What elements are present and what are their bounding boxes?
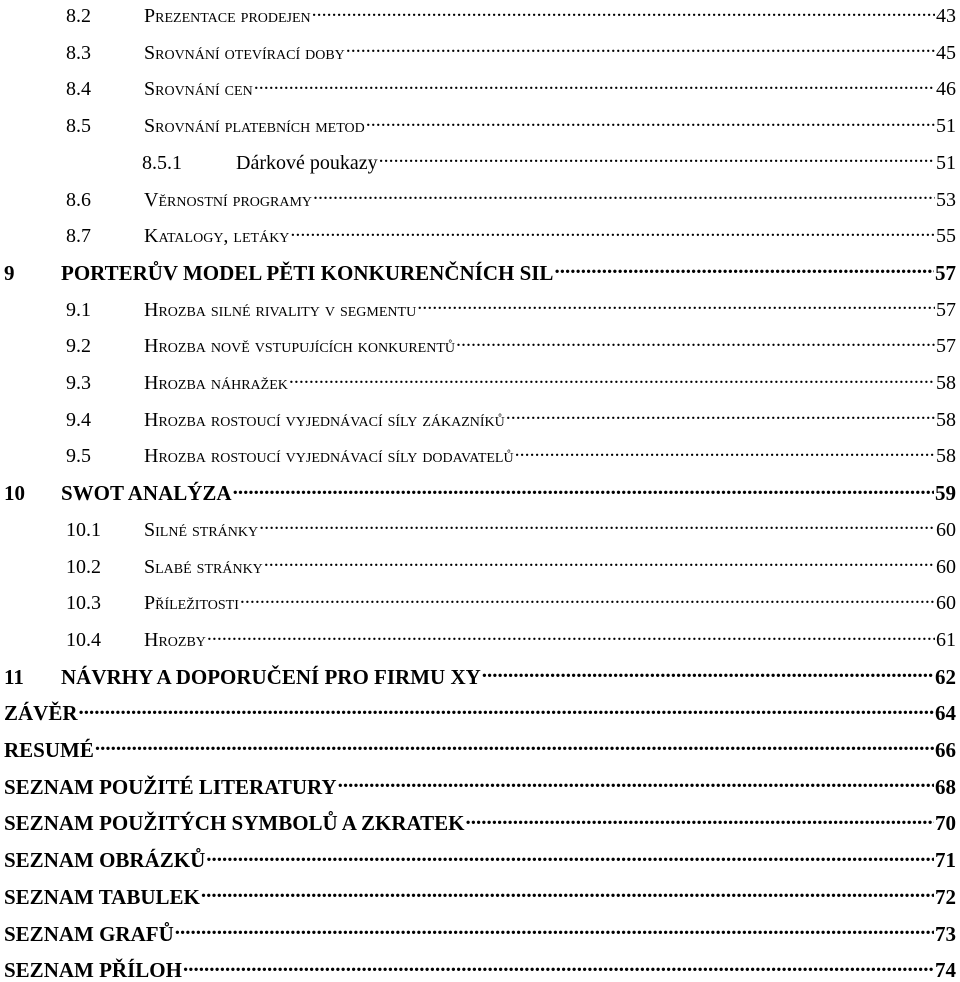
toc-entry-page-number: 66 xyxy=(935,738,956,762)
toc-entry-title: Silné stránky xyxy=(144,518,259,541)
dot-leader xyxy=(506,406,935,426)
toc-entry[interactable] xyxy=(4,663,956,688)
toc-entry-title: Příležitosti xyxy=(144,592,239,615)
toc-entry-number: 8.2 xyxy=(66,5,91,27)
toc-entry[interactable] xyxy=(4,846,956,871)
toc-entry-page-number: 51 xyxy=(936,115,956,138)
toc-entry-page-number: 57 xyxy=(936,298,956,321)
toc-entry-number: 8.5.1 xyxy=(142,151,182,174)
dot-leader xyxy=(183,956,934,977)
dot-leader xyxy=(313,186,935,206)
toc-entry-page-number: 57 xyxy=(936,335,956,358)
toc-entry-page-number: 46 xyxy=(936,78,956,101)
dot-leader xyxy=(366,112,935,132)
toc-entry-title: SEZNAM PŘÍLOH xyxy=(4,958,182,982)
dot-leader xyxy=(312,2,935,22)
dot-leader xyxy=(456,332,935,352)
toc-entry-title: PORTERŮV MODEL PĚTI KONKURENČNÍCH SIL xyxy=(61,260,554,285)
toc-entry[interactable] xyxy=(66,2,956,26)
toc-entry[interactable] xyxy=(66,406,956,430)
toc-entry[interactable] xyxy=(66,516,956,540)
toc-entry-number: 8.5 xyxy=(66,115,91,138)
toc-entry[interactable] xyxy=(66,626,956,650)
dot-leader xyxy=(379,149,935,169)
dot-leader xyxy=(264,553,935,573)
toc-entry[interactable] xyxy=(66,296,956,320)
toc-entry-title: NÁVRHY A DOPORUČENÍ PRO FIRMU XY xyxy=(61,664,481,689)
toc-entry-title: Hrozba rostoucí vyjednávací síly zákazníků xyxy=(144,408,505,431)
toc-entry-number: 8.4 xyxy=(66,78,91,101)
toc-entry-title: SEZNAM GRAFŮ xyxy=(4,921,174,946)
toc-entry-title: Hrozba náhražek xyxy=(144,372,288,394)
toc-entry-page-number: 57 xyxy=(935,260,956,285)
toc-entry-page-number: 68 xyxy=(935,774,956,799)
dot-leader xyxy=(254,75,935,95)
toc-entry[interactable] xyxy=(66,75,956,99)
dot-leader xyxy=(515,442,935,462)
toc-entry-title: Hrozby xyxy=(144,628,206,651)
dot-leader xyxy=(338,773,934,794)
dot-leader xyxy=(95,736,934,757)
toc-entry-number: 10.2 xyxy=(66,555,101,578)
toc-entry-number: 8.3 xyxy=(66,41,91,64)
toc-entry[interactable] xyxy=(4,699,956,724)
dot-leader xyxy=(201,883,934,904)
toc-entry-number: 8.7 xyxy=(66,225,91,248)
dot-leader xyxy=(259,516,935,536)
toc-entry[interactable] xyxy=(66,553,956,577)
toc-entry-number: 9.5 xyxy=(66,445,91,468)
toc-entry-page-number: 60 xyxy=(936,518,956,541)
dot-leader xyxy=(233,479,934,500)
dot-leader xyxy=(482,663,934,684)
toc-entry-page-number: 59 xyxy=(935,481,956,506)
toc-entry-number: 9.1 xyxy=(66,298,91,321)
toc-entry[interactable] xyxy=(66,589,956,613)
toc-entry-page-number: 70 xyxy=(935,811,956,836)
toc-entry-number: 10.3 xyxy=(66,592,101,615)
toc-entry[interactable] xyxy=(66,39,956,63)
toc-entry-page-number: 43 xyxy=(936,5,956,27)
toc-entry[interactable] xyxy=(142,149,956,173)
toc-entry-page-number: 58 xyxy=(936,445,956,468)
toc-entry-page-number: 64 xyxy=(935,701,956,726)
toc-entry-title: SEZNAM TABULEK xyxy=(4,884,200,909)
toc-entry-page-number: 60 xyxy=(936,592,956,615)
toc-entry-title: Slabé stránky xyxy=(144,555,263,578)
toc-entry-page-number: 58 xyxy=(936,372,956,394)
toc-entry[interactable] xyxy=(66,332,956,356)
toc-entry-title: Katalogy, letáky xyxy=(144,225,290,248)
toc-entry-number: 9 xyxy=(4,260,15,285)
toc-entry-title: SWOT ANALÝZA xyxy=(61,481,232,506)
dot-leader xyxy=(207,626,935,646)
toc-entry-title: SEZNAM POUŽITÉ LITERATURY xyxy=(4,774,337,799)
toc-entry[interactable] xyxy=(4,920,956,945)
toc-entry[interactable] xyxy=(66,369,956,393)
toc-entry[interactable] xyxy=(4,883,956,908)
toc-entry-page-number: 71 xyxy=(935,848,956,873)
toc-entry-title: Hrozba rostoucí vyjednávací síly dodavatelů xyxy=(144,445,514,468)
toc-entry[interactable] xyxy=(4,956,956,981)
dot-leader xyxy=(175,920,934,941)
dot-leader xyxy=(290,222,935,242)
toc-entry-page-number: 53 xyxy=(936,188,956,211)
toc-entry-title: ZÁVĚR xyxy=(4,701,78,726)
dot-leader xyxy=(206,846,934,867)
toc-entry-page-number: 58 xyxy=(936,408,956,431)
toc-entry-number: 8.6 xyxy=(66,188,91,211)
toc-entry-page-number: 72 xyxy=(935,884,956,909)
toc-entry[interactable] xyxy=(4,259,956,284)
toc-entry-number: 9.2 xyxy=(66,335,91,358)
toc-entry-title: Dárkové poukazy xyxy=(236,151,378,174)
toc-entry-title: RESUMÉ xyxy=(4,738,94,762)
toc-entry-page-number: 74 xyxy=(935,958,956,982)
toc-entry[interactable] xyxy=(4,736,956,761)
toc-entry-page-number: 60 xyxy=(936,555,956,578)
toc-entry-title: Hrozba nově vstupujících konkurentů xyxy=(144,335,456,358)
toc-entry-title: Srovnání platebních metod xyxy=(144,115,365,138)
toc-entry-title: Hrozba silné rivality v segmentu xyxy=(144,298,417,321)
dot-leader xyxy=(466,809,934,830)
dot-leader xyxy=(79,699,934,720)
dot-leader xyxy=(417,296,935,316)
toc-entry[interactable] xyxy=(4,773,956,798)
toc-entry-page-number: 51 xyxy=(936,151,956,174)
toc-entry-number: 11 xyxy=(4,664,24,689)
toc-entry[interactable] xyxy=(66,186,956,210)
dot-leader xyxy=(346,39,935,59)
toc-entry-number: 10.4 xyxy=(66,628,101,651)
toc-entry-number: 9.3 xyxy=(66,372,91,394)
toc-entry-number: 10.1 xyxy=(66,518,101,541)
toc-entry-title: Věrnostní programy xyxy=(144,188,313,211)
toc-entry-page-number: 73 xyxy=(935,921,956,946)
toc-entry[interactable] xyxy=(66,112,956,136)
toc-entry-number: 10 xyxy=(4,481,25,506)
toc-entry[interactable] xyxy=(4,809,956,834)
toc-entry-title: Srovnání otevírací doby xyxy=(144,41,345,64)
toc-entry-title: SEZNAM POUŽITÝCH SYMBOLŮ A ZKRATEK xyxy=(4,811,465,836)
toc-entry[interactable] xyxy=(4,479,956,504)
toc-entry-number: 9.4 xyxy=(66,408,91,431)
toc-entry-title: Srovnání cen xyxy=(144,78,253,101)
toc-entry-title: SEZNAM OBRÁZKŮ xyxy=(4,848,206,873)
dot-leader xyxy=(240,589,935,609)
toc-entry-page-number: 62 xyxy=(935,664,956,689)
toc-entry[interactable] xyxy=(66,442,956,466)
dot-leader xyxy=(289,369,935,389)
dot-leader xyxy=(554,259,934,280)
toc-entry-title: Prezentace prodejen xyxy=(144,5,311,27)
toc-entry-page-number: 55 xyxy=(936,225,956,248)
toc-entry[interactable] xyxy=(66,222,956,246)
toc-entry-page-number: 45 xyxy=(936,41,956,64)
toc-entry-page-number: 61 xyxy=(936,628,956,651)
